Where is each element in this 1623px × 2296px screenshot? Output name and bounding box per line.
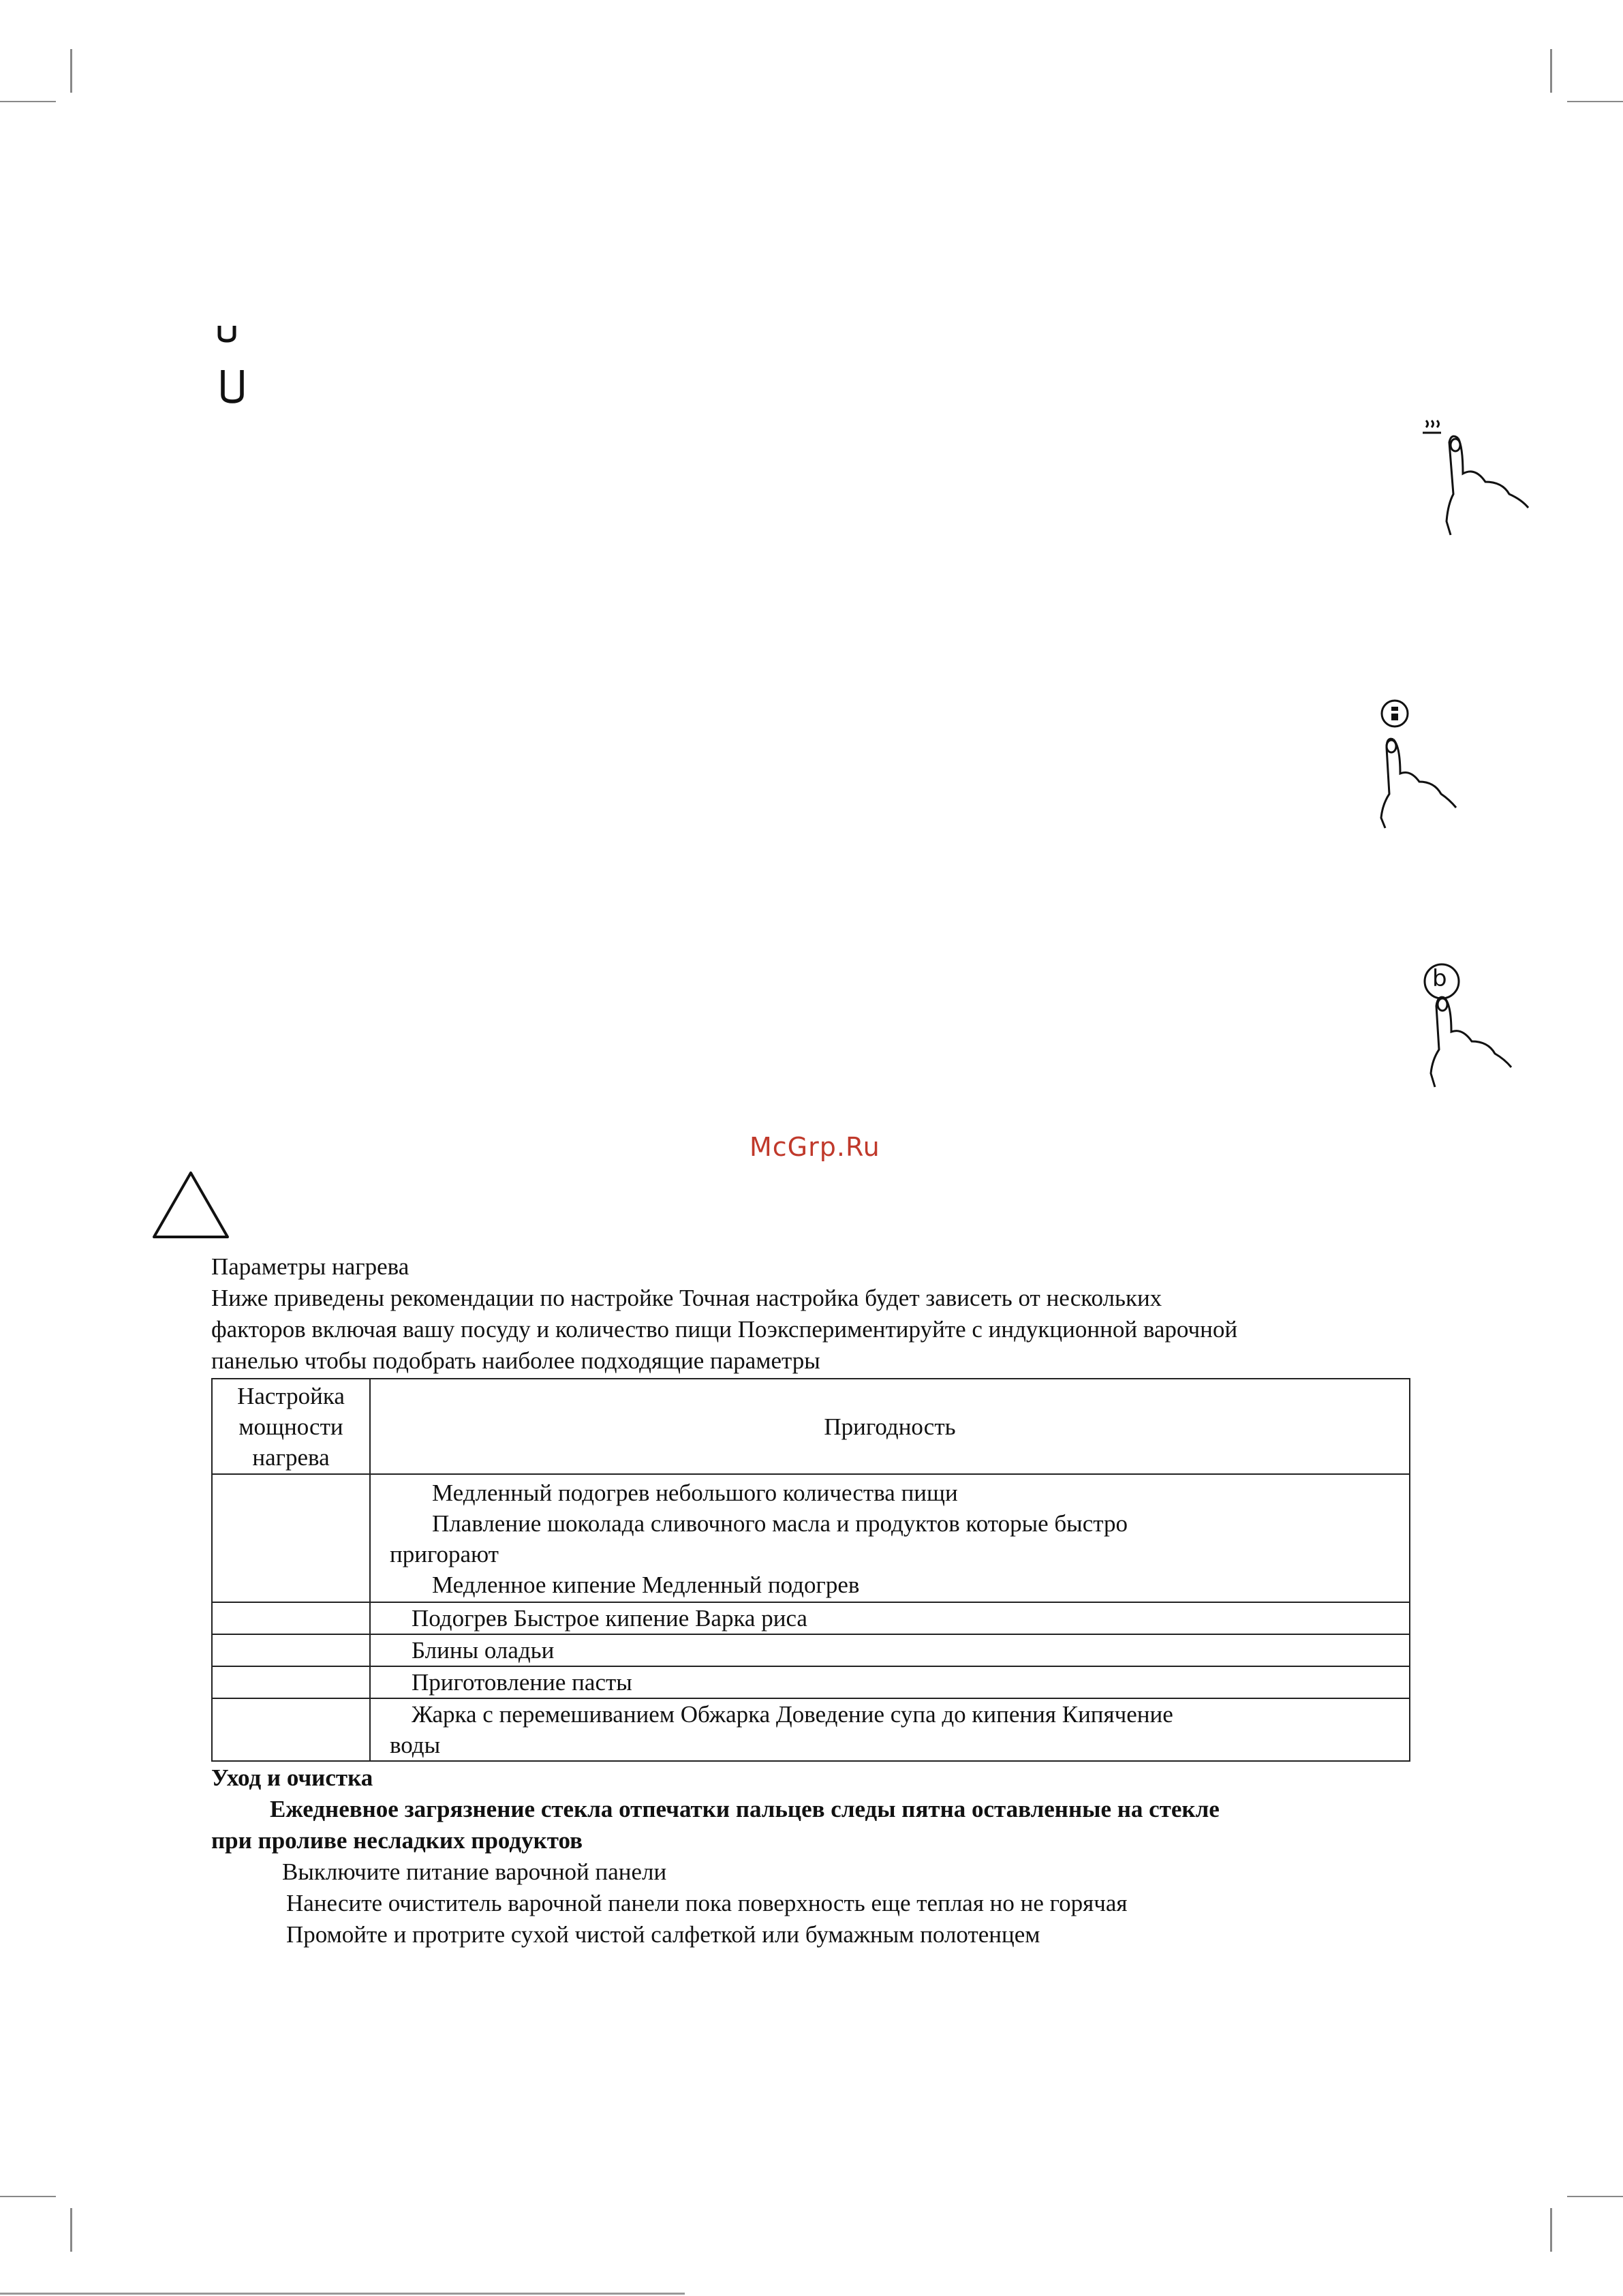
care-subtitle: при проливе несладких продуктов [211, 1827, 583, 1854]
care-subtitle: Ежедневное загрязнение стекла отпечатки пальцев следы пятна оставленные на стекле [270, 1796, 1220, 1822]
setting-cell [212, 1474, 370, 1602]
crop-mark [1550, 2208, 1552, 2252]
care-title: Уход и очистка [211, 1764, 373, 1791]
boost-button-illustration [1404, 961, 1519, 1094]
finger-icon [1381, 739, 1456, 828]
crop-mark [0, 2196, 56, 2197]
suitability-cell: Подогрев Быстрое кипение Варка риса [370, 1602, 1410, 1634]
heating-intro-line: Ниже приведены рекомендации по настройке Точная настройка будет зависеть от нескольких [211, 1285, 1162, 1311]
care-step: Промойте и протрите сухой чистой салфеткой или бумажным полотенцем [286, 1921, 1040, 1948]
heating-title: Параметры нагрева [211, 1253, 409, 1280]
table-row [212, 1474, 1410, 1602]
warning-icon [150, 1169, 232, 1247]
finger-icon [1431, 997, 1511, 1087]
setting-cell [212, 1602, 370, 1634]
care-step: Выключите питание варочной панели [282, 1858, 667, 1885]
heating-table [211, 1378, 1410, 1762]
table-row [212, 1698, 1410, 1761]
crop-mark [70, 2208, 72, 2252]
warm-icon [1423, 420, 1441, 433]
table-row [212, 1602, 1410, 1634]
setting-cell [212, 1698, 370, 1761]
crop-mark [1550, 49, 1552, 93]
suitability-cell: Приготовление пасты [370, 1666, 1410, 1698]
table-row [212, 1666, 1410, 1698]
heating-intro-line: панелью чтобы подобрать наиболее подходящие параметры [211, 1347, 820, 1374]
display-symbol-big-u [219, 369, 245, 408]
boost-button-label: b [1432, 965, 1447, 992]
crop-mark [0, 101, 56, 102]
crop-mark [1567, 101, 1623, 102]
crop-mark [1567, 2196, 1623, 2197]
crop-mark [70, 49, 72, 93]
pause-button-illustration [1373, 699, 1475, 835]
page-bottom-rule [0, 2293, 685, 2295]
warm-button-illustration [1421, 419, 1536, 542]
finger-icon [1447, 436, 1528, 535]
suitability-cell: Медленный подогрев небольшого количества пищи Плавление шоколада сливочного масла и продуктов которые быстро пригорают Медленное кипение Медленный подогрев [370, 1474, 1410, 1602]
pause-icon [1382, 701, 1408, 726]
setting-cell [212, 1634, 370, 1666]
header-suitability: Пригодность [370, 1379, 1410, 1474]
table-header-row [212, 1379, 1410, 1474]
suitability-cell: Жарка с перемешиванием Обжарка Доведение супа до кипения Кипячение воды [370, 1698, 1410, 1761]
heating-intro-line: факторов включая вашу посуду и количество пищи Поэкспериментируйте с индукционной варочной [211, 1316, 1238, 1343]
watermark: McGrp.Ru [749, 1132, 880, 1162]
display-symbol-small-u [217, 323, 237, 347]
header-setting: Настройка мощности нагрева [212, 1379, 370, 1474]
setting-cell [212, 1666, 370, 1698]
table-row [212, 1634, 1410, 1666]
care-step: Нанесите очиститель варочной панели пока поверхность еще теплая но не горячая [286, 1890, 1128, 1916]
suitability-cell: Блины оладьи [370, 1634, 1410, 1666]
